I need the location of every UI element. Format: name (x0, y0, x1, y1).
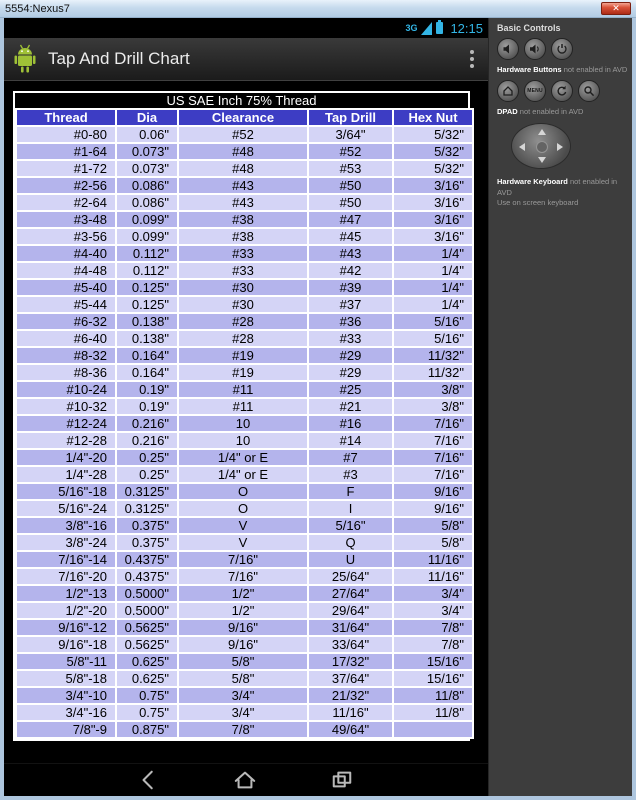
signal-strength-icon (421, 22, 432, 35)
table-cell: 0.75" (116, 704, 178, 721)
table-cell: #3-48 (16, 211, 116, 228)
table-cell: 7/16"-20 (16, 568, 116, 585)
table-cell: 0.75" (116, 687, 178, 704)
table-cell: 7/16" (178, 551, 308, 568)
table-cell: 29/64" (308, 602, 393, 619)
table-cell: 0.06" (116, 126, 178, 143)
table-cell: 25/64" (308, 568, 393, 585)
table-cell: 5/8" (178, 670, 308, 687)
table-cell: #8-32 (16, 347, 116, 364)
table-cell: 0.375" (116, 517, 178, 534)
table-row (16, 143, 473, 160)
window-title: 5554:Nexus7 (5, 2, 70, 15)
table-cell: 9/16"-18 (16, 636, 116, 653)
table-cell: 1/2" (178, 602, 308, 619)
table-cell: I (308, 500, 393, 517)
search-icon (583, 85, 595, 97)
table-row (16, 670, 473, 687)
table-cell: #2-64 (16, 194, 116, 211)
table-cell: #28 (178, 313, 308, 330)
hardware-buttons-note: Hardware Buttons not enabled in AVD (497, 65, 628, 74)
table-cell: 5/32" (393, 126, 473, 143)
android-robot-icon[interactable] (12, 44, 38, 74)
table-cell: 11/16" (393, 568, 473, 585)
table-cell: #8-36 (16, 364, 116, 381)
table-row (16, 466, 473, 483)
table-cell: 0.125" (116, 296, 178, 313)
table-cell: #10-32 (16, 398, 116, 415)
table-cell: 1/2" (178, 585, 308, 602)
table-cell: #50 (308, 194, 393, 211)
table-cell: #12-28 (16, 432, 116, 449)
table-cell: #1-64 (16, 143, 116, 160)
table-row (16, 364, 473, 381)
table-cell: 0.5625" (116, 636, 178, 653)
table-cell: #11 (178, 398, 308, 415)
dpad-note: DPAD not enabled in AVD (497, 106, 584, 116)
table-cell: 0.112" (116, 262, 178, 279)
table-cell: U (308, 551, 393, 568)
table-cell: #21 (308, 398, 393, 415)
table-cell: 1/2"-13 (16, 585, 116, 602)
table-cell: 0.138" (116, 313, 178, 330)
table-cell: 5/8"-11 (16, 653, 116, 670)
table-cell: 3/4" (393, 602, 473, 619)
table-row (16, 449, 473, 466)
table-cell: #33 (178, 245, 308, 262)
table-cell: 3/8" (393, 398, 473, 415)
table-cell: 3/4" (178, 687, 308, 704)
table-cell: #38 (178, 228, 308, 245)
column-header-clearance: Clearance (178, 109, 308, 126)
tap-drill-table (15, 108, 474, 739)
table-cell: #43 (308, 245, 393, 262)
table-cell: 0.112" (116, 245, 178, 262)
table-cell: 3/64" (308, 126, 393, 143)
home-icon (502, 85, 514, 97)
column-header-tap-drill: Tap Drill (308, 109, 393, 126)
table-cell: #1-72 (16, 160, 116, 177)
battery-icon (436, 22, 443, 34)
table-row (16, 500, 473, 517)
table-cell: 7/16"-14 (16, 551, 116, 568)
table-cell: V (178, 534, 308, 551)
home-button[interactable] (232, 769, 258, 791)
table-row (16, 636, 473, 653)
window-titlebar[interactable] (0, 0, 636, 18)
table-cell: #7 (308, 449, 393, 466)
table-row (16, 602, 473, 619)
dpad-right-icon (557, 143, 563, 151)
table-cell: #11 (178, 381, 308, 398)
table-cell: #28 (178, 330, 308, 347)
android-screen (4, 18, 488, 796)
table-cell: #19 (178, 364, 308, 381)
table-cell: 7/16" (393, 466, 473, 483)
table-cell: 11/32" (393, 347, 473, 364)
table-cell: 0.5000" (116, 585, 178, 602)
table-cell: #48 (178, 143, 308, 160)
table-cell: 9/16" (393, 483, 473, 500)
power-button[interactable] (551, 38, 573, 60)
dpad-center-button (536, 141, 548, 153)
table-cell: 0.099" (116, 228, 178, 245)
table-cell: 3/8"-16 (16, 517, 116, 534)
recent-apps-button[interactable] (330, 769, 354, 791)
table-cell: 0.5625" (116, 619, 178, 636)
table-cell: 9/16" (178, 619, 308, 636)
table-cell: 0.19" (116, 398, 178, 415)
menu-hw-button[interactable] (524, 80, 546, 102)
table-row (16, 245, 473, 262)
table-cell: 3/8"-24 (16, 534, 116, 551)
table-cell: 5/8" (178, 653, 308, 670)
network-3g-icon: 3G (405, 23, 418, 33)
table-cell: 1/4" or E (178, 466, 308, 483)
back-button[interactable] (138, 769, 160, 791)
column-header-dia: Dia (116, 109, 178, 126)
android-status-bar (4, 18, 488, 38)
table-cell: 17/32" (308, 653, 393, 670)
table-cell: 0.3125" (116, 483, 178, 500)
table-cell: #12-24 (16, 415, 116, 432)
table-row (16, 398, 473, 415)
volume-down-button[interactable] (497, 38, 519, 60)
table-cell: #30 (178, 279, 308, 296)
table-cell: 11/32" (393, 364, 473, 381)
table-row (16, 262, 473, 279)
table-row (16, 432, 473, 449)
table-cell: #25 (308, 381, 393, 398)
close-icon: ✕ (612, 3, 620, 13)
table-cell: #2-56 (16, 177, 116, 194)
table-cell: 0.125" (116, 279, 178, 296)
table-cell: 3/16" (393, 228, 473, 245)
table-cell (393, 721, 473, 738)
table-cell: 11/16" (308, 704, 393, 721)
table-cell: #39 (308, 279, 393, 296)
table-cell: 11/16" (393, 551, 473, 568)
table-cell: #19 (178, 347, 308, 364)
table-cell: 3/8" (393, 381, 473, 398)
table-cell: 0.625" (116, 653, 178, 670)
table-cell: 0.086" (116, 177, 178, 194)
table-row (16, 517, 473, 534)
table-cell: #6-40 (16, 330, 116, 347)
table-cell: 7/16" (393, 432, 473, 449)
table-row (16, 211, 473, 228)
dpad-down-icon (538, 157, 546, 163)
table-cell: 0.25" (116, 449, 178, 466)
table-row (16, 313, 473, 330)
table-row (16, 330, 473, 347)
table-row (16, 619, 473, 636)
table-cell: 0.073" (116, 143, 178, 160)
hardware-buttons-row-2 (497, 80, 628, 102)
table-cell: #16 (308, 415, 393, 432)
table-cell: V (178, 517, 308, 534)
table-cell: 7/8" (178, 721, 308, 738)
table-caption: US SAE Inch 75% Thread (15, 93, 468, 108)
table-cell: #3 (308, 466, 393, 483)
table-cell: F (308, 483, 393, 500)
table-cell: #47 (308, 211, 393, 228)
table-cell: #50 (308, 177, 393, 194)
table-cell: 0.216" (116, 415, 178, 432)
dpad-control[interactable] (511, 123, 571, 169)
table-row (16, 704, 473, 721)
table-cell: 7/16" (393, 415, 473, 432)
table-cell: 3/4" (393, 585, 473, 602)
table-cell: 5/32" (393, 160, 473, 177)
table-cell: 0.3125" (116, 500, 178, 517)
table-cell: 0.375" (116, 534, 178, 551)
app-action-bar (4, 38, 488, 81)
table-cell: #29 (308, 364, 393, 381)
table-cell: #4-48 (16, 262, 116, 279)
emulator-controls-panel (488, 18, 632, 796)
table-cell: #0-80 (16, 126, 116, 143)
table-cell: 10 (178, 415, 308, 432)
table-row (16, 160, 473, 177)
table-cell: 5/32" (393, 143, 473, 160)
power-icon (556, 43, 568, 55)
table-cell: 5/16"-18 (16, 483, 116, 500)
table-cell: #38 (178, 211, 308, 228)
table-cell: #6-32 (16, 313, 116, 330)
table-cell: 3/4"-16 (16, 704, 116, 721)
table-cell: O (178, 483, 308, 500)
table-cell: 0.625" (116, 670, 178, 687)
table-cell: 7/16" (393, 449, 473, 466)
table-cell: 5/16" (393, 330, 473, 347)
table-cell: #43 (178, 177, 308, 194)
table-cell: 5/16" (308, 517, 393, 534)
table-cell: #52 (178, 126, 308, 143)
keyboard-note: Hardware Keyboard not enabled in AVD Use on screen keyboard (497, 177, 618, 207)
table-cell: #3-56 (16, 228, 116, 245)
table-cell: #36 (308, 313, 393, 330)
table-cell: #48 (178, 160, 308, 177)
table-row (16, 177, 473, 194)
table-cell: 0.086" (116, 194, 178, 211)
table-cell: 0.164" (116, 347, 178, 364)
table-cell: 1/4"-20 (16, 449, 116, 466)
table-row (16, 279, 473, 296)
table-row (16, 721, 473, 738)
table-cell: #29 (308, 347, 393, 364)
table-cell: 0.164" (116, 364, 178, 381)
window-close-button[interactable] (601, 2, 631, 15)
app-title: Tap And Drill Chart (48, 49, 190, 68)
tap-drill-chart (13, 91, 470, 741)
table-cell: 15/16" (393, 653, 473, 670)
table-cell: 10 (178, 432, 308, 449)
table-cell: #33 (308, 330, 393, 347)
table-cell: #37 (308, 296, 393, 313)
basic-controls-title: Basic Controls (497, 23, 561, 33)
table-cell: 1/4" (393, 296, 473, 313)
table-row (16, 568, 473, 585)
table-cell: #30 (178, 296, 308, 313)
table-cell: 3/4"-10 (16, 687, 116, 704)
table-cell: #33 (178, 262, 308, 279)
table-cell: 0.4375" (116, 551, 178, 568)
table-cell: 0.875" (116, 721, 178, 738)
table-cell: 49/64" (308, 721, 393, 738)
table-cell: 27/64" (308, 585, 393, 602)
window-content (4, 18, 632, 796)
table-cell: #52 (308, 143, 393, 160)
table-cell: 33/64" (308, 636, 393, 653)
table-cell: 31/64" (308, 619, 393, 636)
table-cell: 0.25" (116, 466, 178, 483)
hardware-buttons-row-1 (497, 38, 628, 60)
table-cell: 7/16" (178, 568, 308, 585)
table-cell: Q (308, 534, 393, 551)
table-cell: 0.138" (116, 330, 178, 347)
table-cell: 3/16" (393, 211, 473, 228)
table-cell: 3/4" (178, 704, 308, 721)
table-cell: 15/16" (393, 670, 473, 687)
table-cell: #42 (308, 262, 393, 279)
volume-up-icon (529, 43, 541, 55)
volume-up-button[interactable] (524, 38, 546, 60)
table-cell: 0.073" (116, 160, 178, 177)
column-header-thread: Thread (16, 109, 116, 126)
table-row (16, 126, 473, 143)
table-row (16, 534, 473, 551)
menu-button-label: MENU (527, 87, 543, 94)
table-row (16, 381, 473, 398)
table-cell: 5/16" (393, 313, 473, 330)
table-cell: #5-40 (16, 279, 116, 296)
table-cell: 7/8" (393, 619, 473, 636)
table-cell: 1/4" (393, 262, 473, 279)
table-cell: 5/8" (393, 534, 473, 551)
table-cell: 5/16"-24 (16, 500, 116, 517)
home-hw-button[interactable] (497, 80, 519, 102)
table-row (16, 687, 473, 704)
table-row (16, 551, 473, 568)
table-row (16, 228, 473, 245)
table-cell: 37/64" (308, 670, 393, 687)
table-row (16, 347, 473, 364)
table-cell: #53 (308, 160, 393, 177)
table-cell: 3/16" (393, 194, 473, 211)
back-hw-button[interactable] (551, 80, 573, 102)
table-cell: 11/8" (393, 687, 473, 704)
table-cell: 1/4" or E (178, 449, 308, 466)
table-cell: 7/8" (393, 636, 473, 653)
table-cell: 5/8"-18 (16, 670, 116, 687)
table-cell: 0.216" (116, 432, 178, 449)
table-cell: 1/4"-28 (16, 466, 116, 483)
table-cell: 1/4" (393, 245, 473, 262)
table-cell: 1/2"-20 (16, 602, 116, 619)
table-cell: 3/16" (393, 177, 473, 194)
table-row (16, 194, 473, 211)
table-cell: 9/16" (178, 636, 308, 653)
back-arrow-icon (556, 85, 568, 97)
status-clock: 12:15 (450, 20, 483, 36)
dpad-up-icon (538, 129, 546, 135)
table-cell: #5-44 (16, 296, 116, 313)
table-cell: #4-40 (16, 245, 116, 262)
table-cell: 21/32" (308, 687, 393, 704)
table-cell: 0.5000" (116, 602, 178, 619)
table-cell: 9/16"-12 (16, 619, 116, 636)
table-row (16, 653, 473, 670)
table-cell: 9/16" (393, 500, 473, 517)
table-header-row (16, 109, 473, 126)
table-cell: 11/8" (393, 704, 473, 721)
column-header-hex-nut: Hex Nut (393, 109, 473, 126)
table-cell: 7/8"-9 (16, 721, 116, 738)
search-hw-button[interactable] (578, 80, 600, 102)
table-cell: 0.19" (116, 381, 178, 398)
table-row (16, 415, 473, 432)
table-cell: #14 (308, 432, 393, 449)
table-cell: O (178, 500, 308, 517)
android-nav-bar (4, 763, 488, 796)
overflow-menu-icon[interactable] (464, 44, 480, 74)
volume-down-icon (502, 43, 514, 55)
table-row (16, 483, 473, 500)
dpad-left-icon (519, 143, 525, 151)
table-cell: 1/4" (393, 279, 473, 296)
table-cell: #10-24 (16, 381, 116, 398)
table-row (16, 585, 473, 602)
table-cell: 5/8" (393, 517, 473, 534)
table-row (16, 296, 473, 313)
table-cell: 0.4375" (116, 568, 178, 585)
table-cell: #43 (178, 194, 308, 211)
table-cell: 0.099" (116, 211, 178, 228)
table-cell: #45 (308, 228, 393, 245)
